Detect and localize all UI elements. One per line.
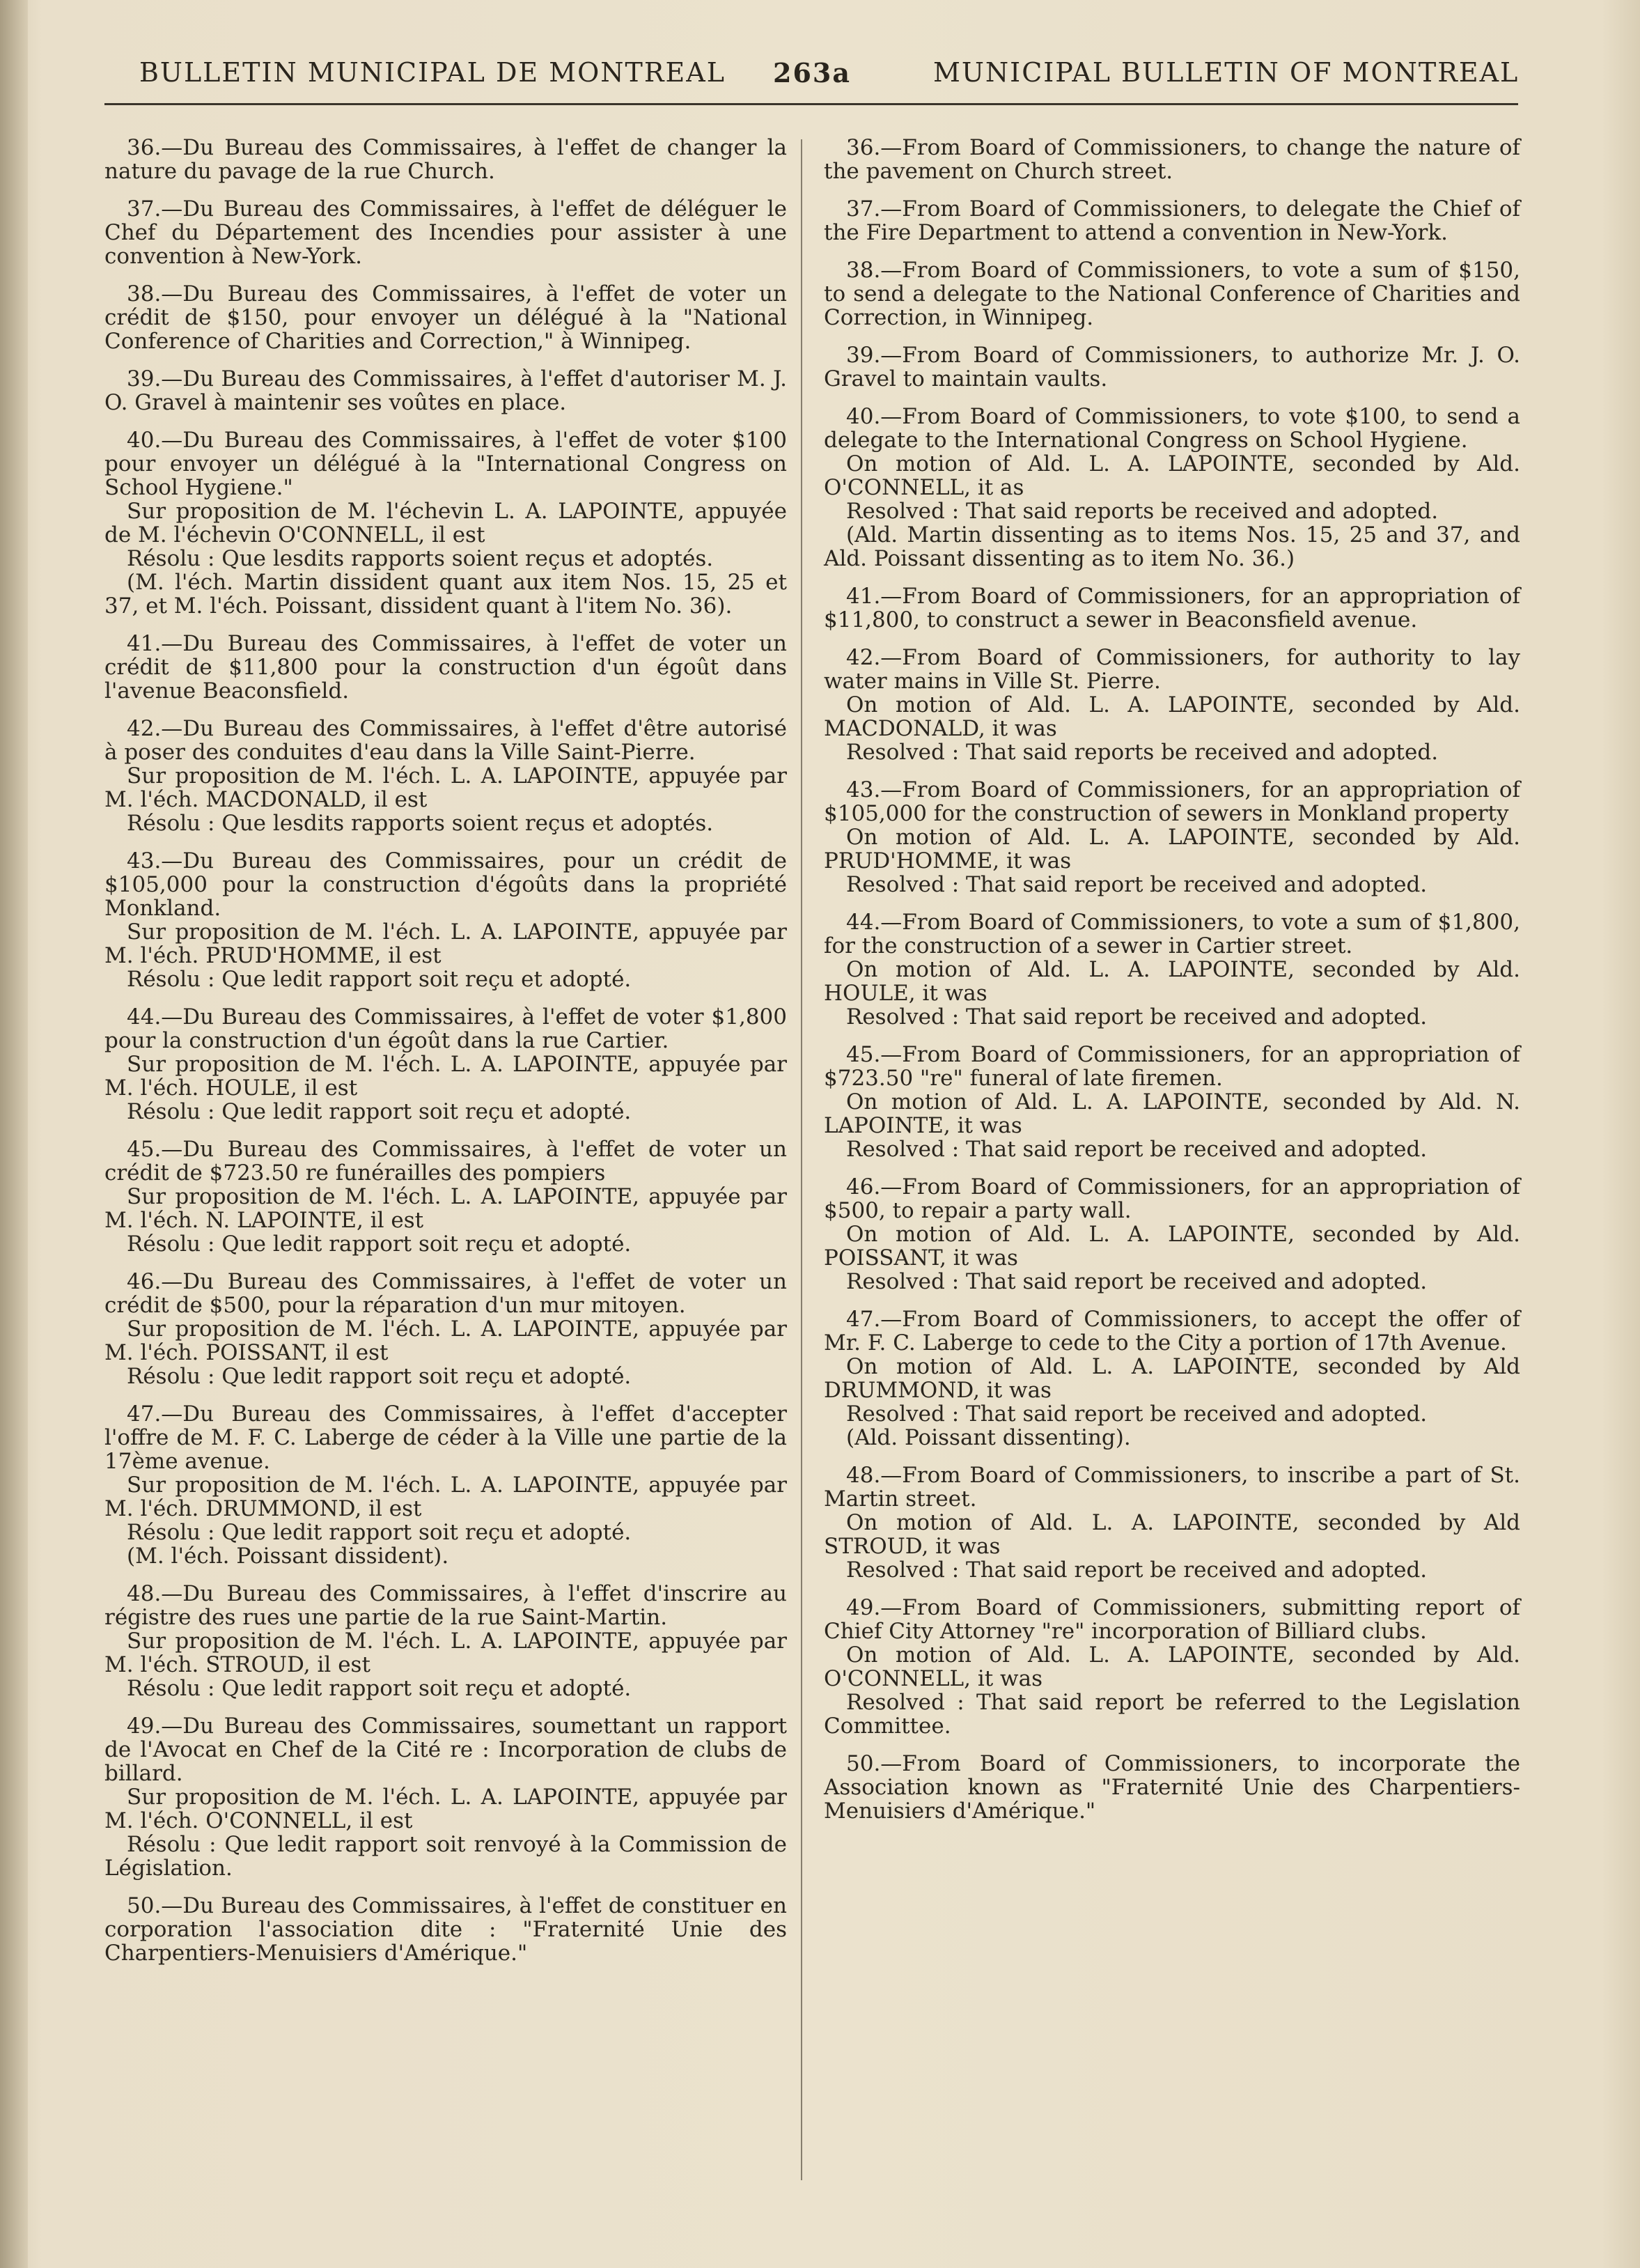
page-header bbox=[0, 57, 1640, 106]
agenda-item: 36.—Du Bureau des Commissaires, à l'effet de changer la nature du pavage de la rue Church. bbox=[104, 135, 787, 184]
resolution-text: Résolu : Que ledit rapport soit reçu et adopté. bbox=[127, 1520, 632, 1545]
paragraph-gap bbox=[104, 268, 787, 282]
agenda-item: 40.—Du Bureau des Commissaires, à l'effet de voter $100 pour envoyer un délégué à la "International Congress on School Hygiene." bbox=[104, 428, 787, 500]
resolution-text: Resolved : That said reports be received and adopted. bbox=[846, 740, 1439, 765]
paragraph-gap bbox=[104, 1700, 787, 1714]
agenda-item: 37.—Du Bureau des Commissaires, à l'effet de déléguer le Chef du Département des Incendies pour assister à une convention à New-York. bbox=[104, 196, 787, 269]
paragraph-gap bbox=[824, 1450, 1520, 1463]
column-divider bbox=[801, 139, 802, 2180]
paragraph-gap bbox=[104, 414, 787, 428]
resolution-text: (M. l'éch. Poissant dissident). bbox=[127, 1544, 449, 1569]
agenda-item: 42.—From Board of Commissioners, for authority to lay water mains in Ville St. Pierre. bbox=[824, 645, 1520, 694]
agenda-item: 44.—From Board of Commissioners, to vote a sum of $1,800, for the construction of a sewer in Cartier street. bbox=[824, 910, 1520, 958]
paragraph-gap bbox=[104, 1256, 787, 1270]
resolution-text: Sur proposition de M. l'éch. L. A. LAPOINTE, appuyée par M. l'éch. STROUD, il est bbox=[104, 1629, 787, 1677]
agenda-item: 38.—From Board of Commissioners, to vote a sum of $150, to send a delegate to the National Conference of Charities and Correction, in Winnipeg. bbox=[824, 258, 1520, 330]
agenda-item: 49.—Du Bureau des Commissaires, soumettant un rapport de l'Avocat en Chef de la Cité re : Incorporation de clubs de billard. bbox=[104, 1714, 787, 1786]
resolution-text: Résolu : Que ledit rapport soit reçu et adopté. bbox=[127, 1364, 632, 1389]
resolution-text: Résolu : Que ledit rapport soit reçu et adopté. bbox=[127, 1676, 632, 1701]
resolution-text: Sur proposition de M. l'éch. L. A. LAPOINTE, appuyée par M. l'éch. DRUMMOND, il est bbox=[104, 1473, 787, 1521]
agenda-item: 47.—From Board of Commissioners, to accept the offer of Mr. F. C. Laberge to cede to the City a portion of 17th Avenue. bbox=[824, 1307, 1520, 1356]
agenda-item: 37.—From Board of Commissioners, to delegate the Chief of the Fire Department to attend a convention in New-York. bbox=[824, 196, 1520, 245]
agenda-item: 45.—From Board of Commissioners, for an appropriation of $723.50 "re" funeral of late firemen. bbox=[824, 1042, 1520, 1091]
resolution-text: Résolu : Que lesdits rapports soient reçus et adoptés. bbox=[127, 811, 714, 836]
resolution-text: Résolu : Que ledit rapport soit renvoyé à la Commission de Législation. bbox=[104, 1832, 787, 1881]
resolution-text: On motion of Ald. L. A. LAPOINTE, seconded by Ald. O'CONNELL, it as bbox=[824, 451, 1520, 500]
resolution-text: On motion of Ald. L. A. LAPOINTE, seconded by Ald. HOULE, it was bbox=[824, 957, 1520, 1006]
agenda-item: 48.—Du Bureau des Commissaires, à l'effet d'inscrire au régistre des rues une partie de la rue Saint-Martin. bbox=[104, 1581, 787, 1630]
resolution-text: Sur proposition de M. l'éch. L. A. LAPOINTE, appuyée par M. l'éch. O'CONNELL, il est bbox=[104, 1785, 787, 1833]
resolution-text: Résolu : Que lesdits rapports soient reçus et adoptés. bbox=[127, 546, 714, 571]
agenda-item: 48.—From Board of Commissioners, to inscribe a part of St. Martin street. bbox=[824, 1463, 1520, 1512]
header-title-french: BULLETIN MUNICIPAL DE MONTREAL bbox=[139, 57, 726, 88]
resolution-text: Résolu : Que ledit rapport soit reçu et adopté. bbox=[127, 967, 632, 992]
paragraph-gap bbox=[824, 391, 1520, 405]
header-title-english: MUNICIPAL BULLETIN OF MONTREAL bbox=[933, 57, 1520, 88]
paragraph-gap bbox=[824, 329, 1520, 343]
paragraph-gap bbox=[104, 1568, 787, 1582]
agenda-item: 46.—Du Bureau des Commissaires, à l'effet de voter un crédit de $500, pour la réparation d'un mur mitoyen. bbox=[104, 1269, 787, 1318]
agenda-item: 44.—Du Bureau des Commissaires, à l'effet de voter $1,800 pour la construction d'un égoût dans la rue Cartier. bbox=[104, 1004, 787, 1053]
resolution-text: Resolved : That said report be referred to the Legislation Committee. bbox=[824, 1690, 1520, 1739]
paragraph-gap bbox=[824, 1161, 1520, 1175]
resolution-text: On motion of Ald. L. A. LAPOINTE, seconded by Ald. POISSANT, it was bbox=[824, 1222, 1520, 1271]
paragraph-gap bbox=[824, 1029, 1520, 1043]
paragraph-gap bbox=[824, 570, 1520, 584]
paragraph-gap bbox=[824, 183, 1520, 197]
resolution-text: Resolved : That said report be received and adopted. bbox=[846, 872, 1428, 897]
resolution-text: (Ald. Martin dissenting as to items Nos. 15, 25 and 37, and Ald. Poissant dissenting as to item No. 36.) bbox=[824, 522, 1520, 571]
paragraph-gap bbox=[104, 618, 787, 632]
agenda-item: 42.—Du Bureau des Commissaires, à l'effet d'être autorisé à poser des conduites d'eau dans la Ville Saint-Pierre. bbox=[104, 716, 787, 765]
paragraph-gap bbox=[824, 632, 1520, 646]
resolution-text: On motion of Ald. L. A. LAPOINTE, seconded by Ald DRUMMOND, it was bbox=[824, 1354, 1520, 1403]
paragraph-gap bbox=[104, 183, 787, 197]
paragraph-gap bbox=[104, 1880, 787, 1894]
paragraph-gap bbox=[824, 1738, 1520, 1752]
resolution-text: Resolved : That said report be received and adopted. bbox=[846, 1401, 1428, 1427]
agenda-item: 45.—Du Bureau des Commissaires, à l'effet de voter un crédit de $723.50 re funérailles des pompiers bbox=[104, 1137, 787, 1186]
resolution-text: Sur proposition de M. l'éch. L. A. LAPOINTE, appuyée par M. l'éch. HOULE, il est bbox=[104, 1052, 787, 1101]
resolution-text: Resolved : That said report be received and adopted. bbox=[846, 1558, 1428, 1583]
resolution-text: Sur proposition de M. l'échevin L. A. LAPOINTE, appuyée de M. l'échevin O'CONNELL, il est bbox=[104, 499, 787, 547]
resolution-text: Resolved : That said report be received and adopted. bbox=[846, 1004, 1428, 1030]
english-column bbox=[824, 136, 1520, 1823]
resolution-text: On motion of Ald. L. A. LAPOINTE, seconded by Ald. MACDONALD, it was bbox=[824, 692, 1520, 741]
resolution-text: Sur proposition de M. l'éch. L. A. LAPOINTE, appuyée par M. l'éch. POISSANT, il est bbox=[104, 1316, 787, 1365]
resolution-text: Sur proposition de M. l'éch. L. A. LAPOINTE, appuyée par M. l'éch. N. LAPOINTE, il est bbox=[104, 1184, 787, 1233]
paragraph-gap bbox=[104, 1124, 787, 1137]
agenda-item: 43.—From Board of Commissioners, for an appropriation of $105,000 for the construction of sewers in Monkland property bbox=[824, 777, 1520, 826]
resolution-text: On motion of Ald. L. A. LAPOINTE, seconded by Ald. PRUD'HOMME, it was bbox=[824, 825, 1520, 873]
resolution-text: (Ald. Poissant dissenting). bbox=[846, 1425, 1131, 1450]
agenda-item: 50.—Du Bureau des Commissaires, à l'effet de constituer en corporation l'association dite : "Fraternité Unie des Charpentiers-Menuisiers d'Amérique." bbox=[104, 1893, 787, 1966]
agenda-item: 38.—Du Bureau des Commissaires, à l'effet de voter un crédit de $150, pour envoyer un délégué à la "National Conference of Charities and Correction," à Winnipeg. bbox=[104, 281, 787, 354]
resolution-text: On motion of Ald. L. A. LAPOINTE, seconded by Ald. O'CONNELL, it was bbox=[824, 1642, 1520, 1691]
resolution-text: Resolved : That said report be received and adopted. bbox=[846, 1137, 1428, 1162]
resolution-text: Sur proposition de M. l'éch. L. A. LAPOINTE, appuyée par M. l'éch. PRUD'HOMME, il est bbox=[104, 919, 787, 968]
agenda-item: 50.—From Board of Commissioners, to incorporate the Association known as "Fraternité Unie des Charpentiers-Menuisiers d'Amérique." bbox=[824, 1751, 1520, 1824]
resolution-text: Resolved : That said reports be received and adopted. bbox=[846, 499, 1439, 524]
paragraph-gap bbox=[104, 353, 787, 367]
agenda-item: 39.—Du Bureau des Commissaires, à l'effet d'autoriser M. J. O. Gravel à maintenir ses voûtes en place. bbox=[104, 366, 787, 415]
french-column bbox=[104, 136, 787, 1965]
agenda-item: 41.—Du Bureau des Commissaires, à l'effet de voter un crédit de $11,800 pour la construction d'un égoût dans l'avenue Beaconsfield. bbox=[104, 631, 787, 704]
agenda-item: 39.—From Board of Commissioners, to authorize Mr. J. O. Gravel to maintain vaults. bbox=[824, 343, 1520, 391]
resolution-text: Resolved : That said report be received and adopted. bbox=[846, 1269, 1428, 1294]
resolution-text: On motion of Ald. L. A. LAPOINTE, seconded by Ald STROUD, it was bbox=[824, 1510, 1520, 1559]
paragraph-gap bbox=[824, 244, 1520, 258]
agenda-item: 46.—From Board of Commissioners, for an appropriation of $500, to repair a party wall. bbox=[824, 1174, 1520, 1223]
paragraph-gap bbox=[104, 835, 787, 849]
agenda-item: 43.—Du Bureau des Commissaires, pour un crédit de $105,000 pour la construction d'égoûts dans la propriété Monkland. bbox=[104, 848, 787, 921]
page-number: 263a bbox=[773, 57, 851, 88]
paragraph-gap bbox=[824, 1294, 1520, 1307]
paragraph-gap bbox=[104, 703, 787, 717]
agenda-item: 36.—From Board of Commissioners, to change the nature of the pavement on Church street. bbox=[824, 135, 1520, 184]
resolution-text: On motion of Ald. L. A. LAPOINTE, seconded by Ald. N. LAPOINTE, it was bbox=[824, 1089, 1520, 1138]
agenda-item: 40.—From Board of Commissioners, to vote $100, to send a delegate to the International Congress on School Hygiene. bbox=[824, 404, 1520, 453]
header-rule bbox=[104, 103, 1518, 105]
paragraph-gap bbox=[104, 1388, 787, 1402]
paragraph-gap bbox=[824, 764, 1520, 778]
paragraph-gap bbox=[104, 991, 787, 1005]
resolution-text: Résolu : Que ledit rapport soit reçu et adopté. bbox=[127, 1099, 632, 1124]
agenda-item: 41.—From Board of Commissioners, for an appropriation of $11,800, to construct a sewer in Beaconsfield avenue. bbox=[824, 584, 1520, 632]
resolution-text: Sur proposition de M. l'éch. L. A. LAPOINTE, appuyée par M. l'éch. MACDONALD, il est bbox=[104, 763, 787, 812]
resolution-text: Résolu : Que ledit rapport soit reçu et adopté. bbox=[127, 1232, 632, 1257]
agenda-item: 47.—Du Bureau des Commissaires, à l'effet d'accepter l'offre de M. F. C. Laberge de céder à la Ville une partie de la 17ème avenue. bbox=[104, 1401, 787, 1474]
agenda-item: 49.—From Board of Commissioners, submitting report of Chief City Attorney "re" incorporation of Billiard clubs. bbox=[824, 1595, 1520, 1644]
paragraph-gap bbox=[824, 896, 1520, 910]
resolution-text: (M. l'éch. Martin dissident quant aux item Nos. 15, 25 et 37, et M. l'éch. Poissant, dissident quant à l'item No. 36). bbox=[104, 570, 787, 619]
binding-edge bbox=[0, 0, 28, 2268]
paragraph-gap bbox=[824, 1582, 1520, 1596]
